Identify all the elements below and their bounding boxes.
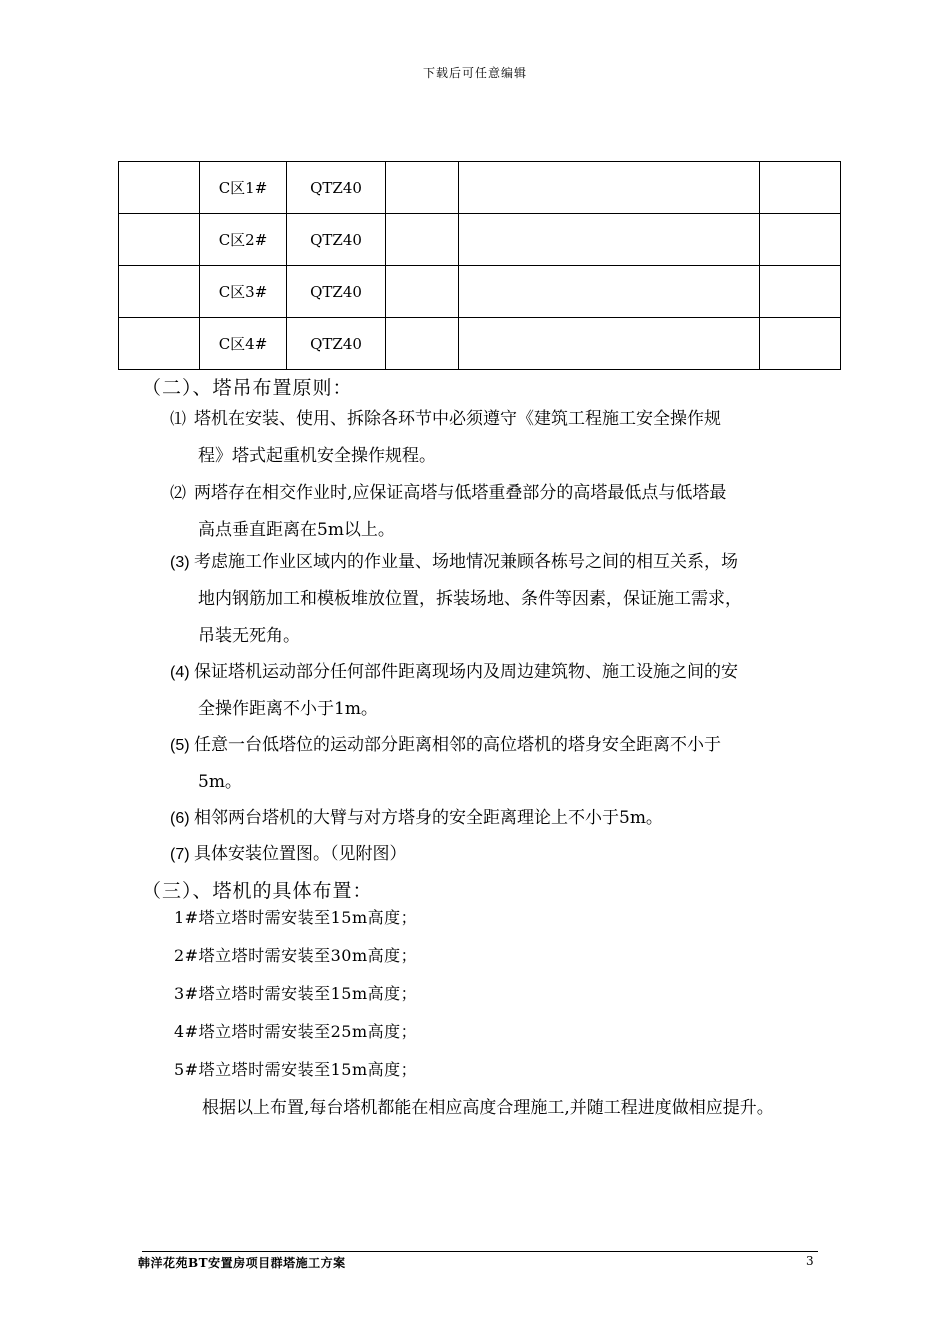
item-text: 任意一台低塔位的运动部分距离相邻的高位塔机的塔身安全距离不小于 bbox=[194, 735, 721, 755]
table-cell-empty bbox=[386, 318, 459, 370]
item-text-cont: 高点垂直距离在5m以上。 bbox=[198, 520, 395, 540]
item-number: ⑵ bbox=[170, 485, 187, 502]
item-text: 保证塔机运动部分任何部件距离现场内及周边建筑物、施工设施之间的安 bbox=[194, 662, 738, 682]
crane-table bbox=[118, 161, 841, 370]
table-cell-empty bbox=[760, 318, 841, 370]
table-cell-empty bbox=[459, 214, 760, 266]
item-text-cont: 地内钢筋加工和模板堆放位置，拆装场地、条件等因素，保证施工需求， bbox=[198, 589, 742, 609]
table-row bbox=[119, 162, 841, 214]
table-cell-empty bbox=[760, 162, 841, 214]
crane-height-line-2: 2#塔立塔时需安装至30m高度； bbox=[174, 946, 418, 965]
table-cell-empty bbox=[386, 162, 459, 214]
footer-title: 韩洋花苑BT安置房项目群塔施工方案 bbox=[138, 1256, 346, 1270]
principle-item-3 bbox=[170, 544, 820, 655]
item-text-cont: 5m。 bbox=[198, 772, 242, 792]
crane-height-line-5: 5#塔立塔时需安装至15m高度； bbox=[174, 1060, 418, 1079]
section2-heading: （二）、塔吊布置原则： bbox=[142, 377, 353, 399]
item-text-cont: 全操作距离不小于1m。 bbox=[198, 699, 378, 719]
table-cell-empty bbox=[760, 214, 841, 266]
item-number: (6) bbox=[170, 810, 190, 827]
table-row bbox=[119, 214, 841, 266]
table-cell-empty bbox=[760, 266, 841, 318]
item-text: 塔机在安装、使用、拆除各环节中必须遵守《建筑工程施工安全操作规 bbox=[194, 409, 721, 429]
item-number: (5) bbox=[170, 737, 190, 754]
item-text-cont: 吊装无死角。 bbox=[198, 626, 300, 646]
page-number: 3 bbox=[806, 1254, 814, 1268]
crane-height-line-4: 4#塔立塔时需安装至25m高度； bbox=[174, 1022, 418, 1041]
table-cell-empty bbox=[386, 214, 459, 266]
principle-item-2 bbox=[170, 475, 820, 549]
section3-heading: （三）、塔机的具体布置： bbox=[142, 880, 373, 902]
table-cell-empty bbox=[119, 318, 200, 370]
table-cell-empty bbox=[119, 162, 200, 214]
crane-height-line-1: 1#塔立塔时需安装至15m高度； bbox=[174, 908, 418, 927]
item-text-cont: 程》塔式起重机安全操作规程。 bbox=[198, 446, 436, 466]
table-cell-area: C区2# bbox=[200, 214, 287, 266]
principle-item-7 bbox=[170, 836, 820, 873]
principle-item-5 bbox=[170, 727, 820, 801]
item-text: 相邻两台塔机的大臂与对方塔身的安全距离理论上不小于5m。 bbox=[194, 808, 663, 828]
principle-item-4 bbox=[170, 654, 820, 728]
table-cell-empty bbox=[459, 266, 760, 318]
table-cell-empty bbox=[459, 318, 760, 370]
table-cell-area: C区4# bbox=[200, 318, 287, 370]
item-number: ⑴ bbox=[170, 411, 187, 428]
table-cell-area: C区1# bbox=[200, 162, 287, 214]
item-text: 具体安装位置图。（见附图） bbox=[194, 844, 407, 864]
item-number: (3) bbox=[170, 554, 190, 571]
table-cell-model: QTZ40 bbox=[287, 214, 386, 266]
item-text: 两塔存在相交作业时,应保证高塔与低塔重叠部分的高塔最低点与低塔最 bbox=[194, 483, 727, 503]
summary-paragraph: 根据以上布置,每台塔机都能在相应高度合理施工,并随工程进度做相应提升。 bbox=[202, 1098, 774, 1118]
crane-height-line-3: 3#塔立塔时需安装至15m高度； bbox=[174, 984, 418, 1003]
download-note: 下载后可任意编辑 bbox=[422, 66, 527, 80]
table-row bbox=[119, 318, 841, 370]
table-cell-empty bbox=[119, 214, 200, 266]
footer-rule bbox=[142, 1251, 818, 1252]
table-row bbox=[119, 266, 841, 318]
principle-item-1 bbox=[170, 401, 820, 475]
table-cell-model: QTZ40 bbox=[287, 318, 386, 370]
item-number: (7) bbox=[170, 846, 190, 863]
table-cell-model: QTZ40 bbox=[287, 162, 386, 214]
table-cell-empty bbox=[459, 162, 760, 214]
table-cell-model: QTZ40 bbox=[287, 266, 386, 318]
principle-item-6 bbox=[170, 800, 820, 837]
table-cell-empty bbox=[119, 266, 200, 318]
item-text: 考虑施工作业区域内的作业量、场地情况兼顾各栋号之间的相互关系，场 bbox=[194, 552, 738, 572]
table-cell-area: C区3# bbox=[200, 266, 287, 318]
item-number: (4) bbox=[170, 664, 190, 681]
table-cell-empty bbox=[386, 266, 459, 318]
